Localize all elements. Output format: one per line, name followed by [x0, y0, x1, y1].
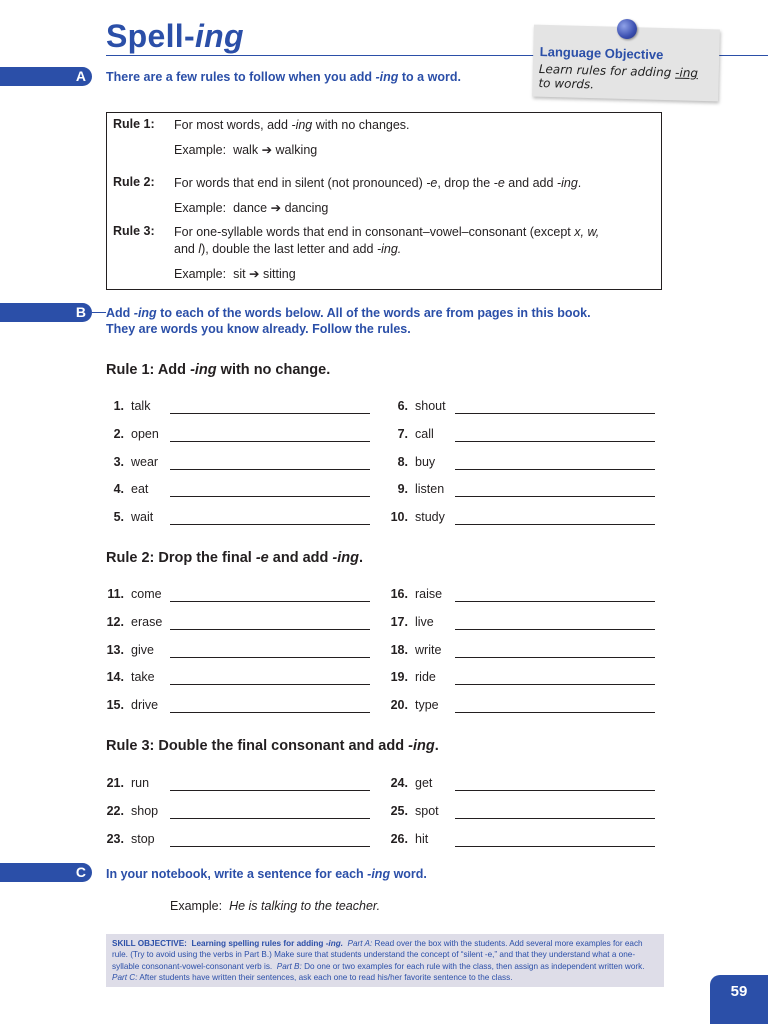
rule2-label: Rule 2: — [113, 175, 155, 189]
section-b-marker — [0, 303, 92, 322]
exercise-word: open — [131, 426, 159, 441]
answer-blank[interactable] — [455, 524, 655, 525]
rule2-text: For words that end in silent (not pronounced) -e, drop the -e and add -ing. — [174, 176, 582, 190]
exercise-word: shout — [415, 399, 446, 413]
exercise-number: 20. — [390, 698, 408, 713]
section-a-marker — [0, 67, 92, 86]
answer-blank[interactable] — [170, 496, 370, 497]
answer-blank[interactable] — [170, 846, 370, 847]
exercise-number: 9. — [397, 482, 408, 497]
answer-blank[interactable] — [170, 818, 370, 819]
answer-blank[interactable] — [455, 712, 655, 713]
exercise-word: live — [415, 614, 434, 629]
section-a-instruction: There are a few rules to follow when you add -ing to a word. — [106, 70, 461, 84]
title-rule — [106, 55, 536, 56]
exercise-word: write — [415, 642, 442, 657]
exercise-number: 12. — [106, 614, 124, 629]
rule2-heading: Rule 2: Drop the final -e and add -ing. — [106, 550, 364, 566]
exercise-number: 3. — [113, 454, 124, 469]
exercise-number: 13. — [106, 642, 124, 657]
exercise-word: get — [415, 776, 433, 790]
page-title: Spell-ing — [106, 18, 244, 54]
answer-blank[interactable] — [455, 441, 655, 442]
answer-blank[interactable] — [455, 790, 655, 791]
answer-blank[interactable] — [170, 629, 370, 630]
rule3-heading: Rule 3: Double the final consonant and add -ing. — [106, 738, 439, 754]
exercise-number: 10. — [390, 510, 408, 525]
language-objective-heading: Language Objective — [539, 44, 664, 63]
exercise-word: ride — [415, 670, 436, 685]
exercise-word: wait — [131, 510, 154, 525]
exercise-number: 19. — [390, 670, 408, 685]
rule1-text: For most words, add -ing with no changes. — [174, 118, 410, 132]
answer-blank[interactable] — [455, 469, 655, 470]
pushpin-icon — [617, 19, 637, 39]
section-b-letter: B — [75, 304, 86, 320]
exercise-number: 2. — [113, 426, 124, 441]
language-objective-text: Learn rules for adding -ing to words. — [538, 62, 699, 92]
section-c-instruction: In your notebook, write a sentence for each -ing word. — [106, 867, 427, 881]
exercise-word: drive — [131, 698, 159, 713]
section-b-rule — [92, 312, 106, 313]
skill-objective-box: SKILL OBJECTIVE: Learning spelling rules for adding -ing. Part A: Read over the box with the students. Add several more examples for each rule. (Try to avoid using the verbs in Part B.) Make sure that students understand the concept of “silent -e,” and that they understand what a one-syllable consonant-vowel-consonant verb is. Part B: Do one or two examples for each rule with the class, then assign as independent written work. Part C: After students have written their sentences, ask each one to read his/her favorite sentence to the class. — [106, 934, 664, 987]
exercise-number: 11. — [107, 587, 124, 601]
answer-blank[interactable] — [170, 712, 370, 713]
answer-blank[interactable] — [455, 413, 655, 414]
section-b-instruction: Add -ing to each of the words below. All of the words are from pages in this book. They are words you know already. Follow the rules. — [106, 306, 591, 336]
exercise-word: spot — [415, 803, 439, 818]
answer-blank[interactable] — [170, 441, 370, 442]
exercise-number: 7. — [397, 426, 408, 441]
answer-blank[interactable] — [455, 684, 655, 685]
exercise-word: type — [415, 698, 439, 713]
exercise-number: 22. — [106, 803, 124, 818]
section-c-letter: C — [75, 864, 86, 880]
exercise-number: 25. — [390, 803, 408, 818]
exercise-word: hit — [415, 831, 429, 846]
exercise-number: 17. — [390, 614, 408, 629]
rule3-label: Rule 3: — [113, 224, 155, 238]
section-c-example: Example: He is talking to the teacher. — [170, 899, 381, 913]
answer-blank[interactable] — [455, 818, 655, 819]
exercise-word: buy — [415, 454, 436, 469]
rule2-example: Example: dance ➔ dancing — [174, 201, 329, 215]
rule3-example: Example: sit ➔ sitting — [174, 267, 296, 281]
exercise-word: call — [415, 426, 434, 441]
exercise-number: 16. — [390, 587, 408, 601]
exercise-number: 5. — [113, 510, 124, 525]
exercise-word: wear — [131, 454, 159, 469]
answer-blank[interactable] — [170, 684, 370, 685]
exercise-number: 4. — [113, 482, 124, 497]
section-c-marker — [0, 863, 92, 882]
answer-blank[interactable] — [170, 524, 370, 525]
answer-blank[interactable] — [170, 469, 370, 470]
exercise-number: 14. — [106, 670, 124, 685]
exercise-word: raise — [415, 587, 443, 601]
rule1-heading: Rule 1: Add -ing with no change. — [106, 362, 331, 378]
exercise-word: take — [131, 670, 155, 685]
exercise-word: run — [131, 776, 150, 790]
answer-blank[interactable] — [170, 601, 370, 602]
exercise-number: 15. — [106, 698, 124, 713]
exercise-number: 26. — [390, 831, 408, 846]
arrow-icon: ➔ — [261, 143, 273, 157]
exercise-word: erase — [131, 614, 163, 629]
exercise-word: listen — [415, 482, 445, 497]
title-rule-right — [718, 55, 768, 56]
answer-blank[interactable] — [455, 846, 655, 847]
exercise-number: 1. — [113, 399, 124, 413]
rule1-example: Example: walk ➔ walking — [174, 143, 318, 157]
arrow-icon: ➔ — [270, 201, 282, 215]
section-a-letter: A — [75, 68, 86, 84]
rule3-text-line1: For one-syllable words that end in consonant–vowel–consonant (except x, w, — [174, 225, 600, 239]
exercise-number: 18. — [390, 642, 408, 657]
exercise-number: 24. — [390, 776, 408, 790]
exercise-number: 8. — [397, 454, 408, 469]
exercise-word: talk — [131, 399, 151, 413]
answer-blank[interactable] — [455, 496, 655, 497]
page-number: 59 — [710, 975, 768, 1024]
answer-blank[interactable] — [170, 657, 370, 658]
exercise-word: give — [131, 642, 154, 657]
exercise-word: study — [415, 510, 445, 525]
answer-blank[interactable] — [170, 790, 370, 791]
exercise-word: shop — [131, 803, 159, 818]
answer-blank[interactable] — [455, 629, 655, 630]
exercise-word: stop — [131, 831, 155, 846]
exercise-word: eat — [131, 482, 149, 497]
arrow-icon: ➔ — [249, 267, 260, 281]
answer-blank[interactable] — [170, 413, 370, 414]
exercise-number: 21. — [106, 776, 124, 790]
exercise-word: come — [131, 587, 162, 601]
answer-blank[interactable] — [455, 601, 655, 602]
answer-blank[interactable] — [455, 657, 655, 658]
rule3-text-line2: and l), double the last letter and add -ing. — [174, 242, 402, 256]
exercise-number: 23. — [106, 831, 124, 846]
exercise-number: 6. — [397, 399, 408, 413]
rule1-label: Rule 1: — [113, 117, 155, 131]
